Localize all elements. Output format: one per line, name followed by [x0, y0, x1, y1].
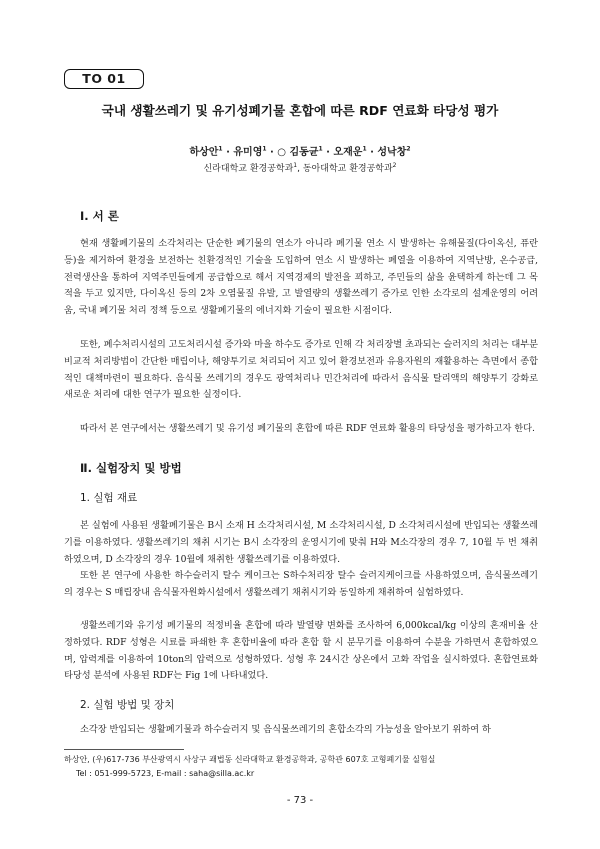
affiliation-separator: , — [297, 164, 303, 174]
author-separator: · — [366, 147, 378, 158]
methods-paragraph-4: 소각장 반입되는 생활폐기물과 하수슬러지 및 음식물쓰레기의 혼합소각의 가능성을 알아보기 위하여 하 — [80, 724, 491, 735]
affiliation-name: 신라대학교 환경공학과 — [203, 164, 294, 174]
intro-paragraph-1: 현재 생활폐기물의 소각처리는 단순한 폐기물의 연소가 아니라 폐기물 연소 시 발생하는 유해물질(다이옥신, 퓨란 등)을 제거하여 환경을 보전하는 친환경적인 기술을 도입하여 연소 시 발생하는 폐열을 이용하여 지역난방, 온수공급, 전력생산을 통하여 지역주민들에게 공급함으로 해서 지역경제의 발전을 꾀하고, 주민들의 삶을 윤택하게 하는데 그 목적을 두고 있지만, 다이옥신 등의 2차 오염물질 유발, 고 발열량의 생활쓰레기 증가로 인한 소각로의 설계운영의 어려움, 국내 폐기물 처리 정책 등으로 생활폐기물의 에너지화 기술이 필요한 시점이다. — [64, 238, 538, 317]
footnote — [64, 753, 544, 781]
author-name: 하상안 — [189, 147, 219, 158]
intro-paragraph-2: 또한, 폐수처리시설의 고도처리시설 증가와 마을 하수도 증가로 인해 각 처리장별 초과되는 슬러지의 처리는 대부분 비교적 처리방법이 간단한 매립이나, 해양투기로 처리되어 지고 있어 환경보전과 유용자원의 재활용하는 측면에서 종합적인 대책마련이 필요하다. 음식물 쓰레기의 경우도 광역처리나 민간처리에 따라서 음식물 탈리액의 해양투기 강화로 새로운 처리에 대한 연구가 필요한 실정이다. — [64, 339, 539, 401]
affiliation-mark: 1 — [293, 162, 298, 169]
footnote-contact: Tel : 051-999-5723, E-mail : saha@silla.ac.kr — [76, 769, 255, 778]
subsection-heading-materials: 1. 실험 재료 — [80, 492, 138, 504]
author-affil-mark: 1 — [318, 145, 323, 153]
author-separator: · — [222, 147, 234, 158]
author-name: 김동균 — [289, 147, 319, 158]
author-affil-mark: 1 — [362, 145, 367, 153]
paper-code-badge: TO 01 — [64, 69, 144, 89]
author-name: 오재운 — [333, 147, 363, 158]
affiliation-name: 동아대학교 환경공학과 — [302, 164, 393, 174]
footnote-address: 하상안, (우)617-736 부산광역시 사상구 괘법동 신라대학교 환경공학과, 공학관 607호 고형폐기물 실험실 — [64, 755, 436, 764]
author-separator: · ○ — [266, 147, 290, 158]
section-heading-methods: Ⅱ. 실험장치 및 방법 — [80, 461, 182, 475]
methods-paragraph-2: 또한 본 연구에 사용한 하수슬러지 탈수 케이크는 S하수처리장 탈수 슬러지케이크를 사용하였으며, 음식물쓰레기의 경우는 S 매립장내 음식물자원화시설에서 생활쓰레기 채취시기와 동일하게 채취하여 실험하였다. — [64, 570, 538, 598]
footnote-divider — [64, 749, 184, 750]
author-separator: · — [322, 147, 334, 158]
author-affil-mark: 1 — [262, 145, 267, 153]
section-heading-introduction: Ⅰ. 서 론 — [80, 209, 119, 223]
affiliation-line — [0, 161, 600, 174]
intro-paragraph-3: 따라서 본 연구에서는 생활쓰레기 및 유기성 폐기물의 혼합에 따른 RDF 연료화 활용의 타당성을 평가하고자 한다. — [80, 423, 535, 434]
page-number: - 73 - — [286, 795, 314, 806]
methods-paragraph-1: 본 실험에 사용된 생활폐기물은 B시 소재 H 소각처리시설, M 소각처리시설, D 소각처리시설에 반입되는 생활쓰레기를 이용하였다. 생활쓰레기의 채취 시기는 B시 소각장의 운영시기에 맞춰 H와 M소각장의 경우 7, 10월 두 번 채취하였으며, D 소각장의 경우 10월에 채취한 생활쓰레기를 이용하였다. — [64, 520, 538, 565]
author-affil-mark: 2 — [406, 145, 411, 153]
paper-title: 국내 생활쓰레기 및 유기성폐기물 혼합에 따른 RDF 연료화 타당성 평가 — [101, 103, 499, 118]
author-name: 성낙창 — [377, 147, 407, 158]
author-list — [0, 143, 600, 158]
author-name: 유미영 — [233, 147, 263, 158]
subsection-heading-apparatus: 2. 실험 방법 및 장치 — [80, 699, 175, 711]
author-affil-mark: 1 — [218, 145, 223, 153]
methods-paragraph-3: 생활쓰레기와 유기성 폐기물의 적정비율 혼합에 따라 발열량 변화를 조사하여 6,000kcal/kg 이상의 혼재비율 산정하였다. RDF 성형은 시료를 파쇄한 후 혼합비율에 따라 혼합 할 시 분무기를 이용하여 수분을 가하면서 혼합하였으며, 압력계를 이용하여 10ton의 압력으로 성형하였다. 성형 후 24시간 상온에서 고화 작업을 실시하였다. 혼합연료화 타당성 분석에 사용된 RDF는 Fig 1에 나타내었다. — [64, 620, 538, 682]
affiliation-mark: 2 — [392, 162, 397, 169]
